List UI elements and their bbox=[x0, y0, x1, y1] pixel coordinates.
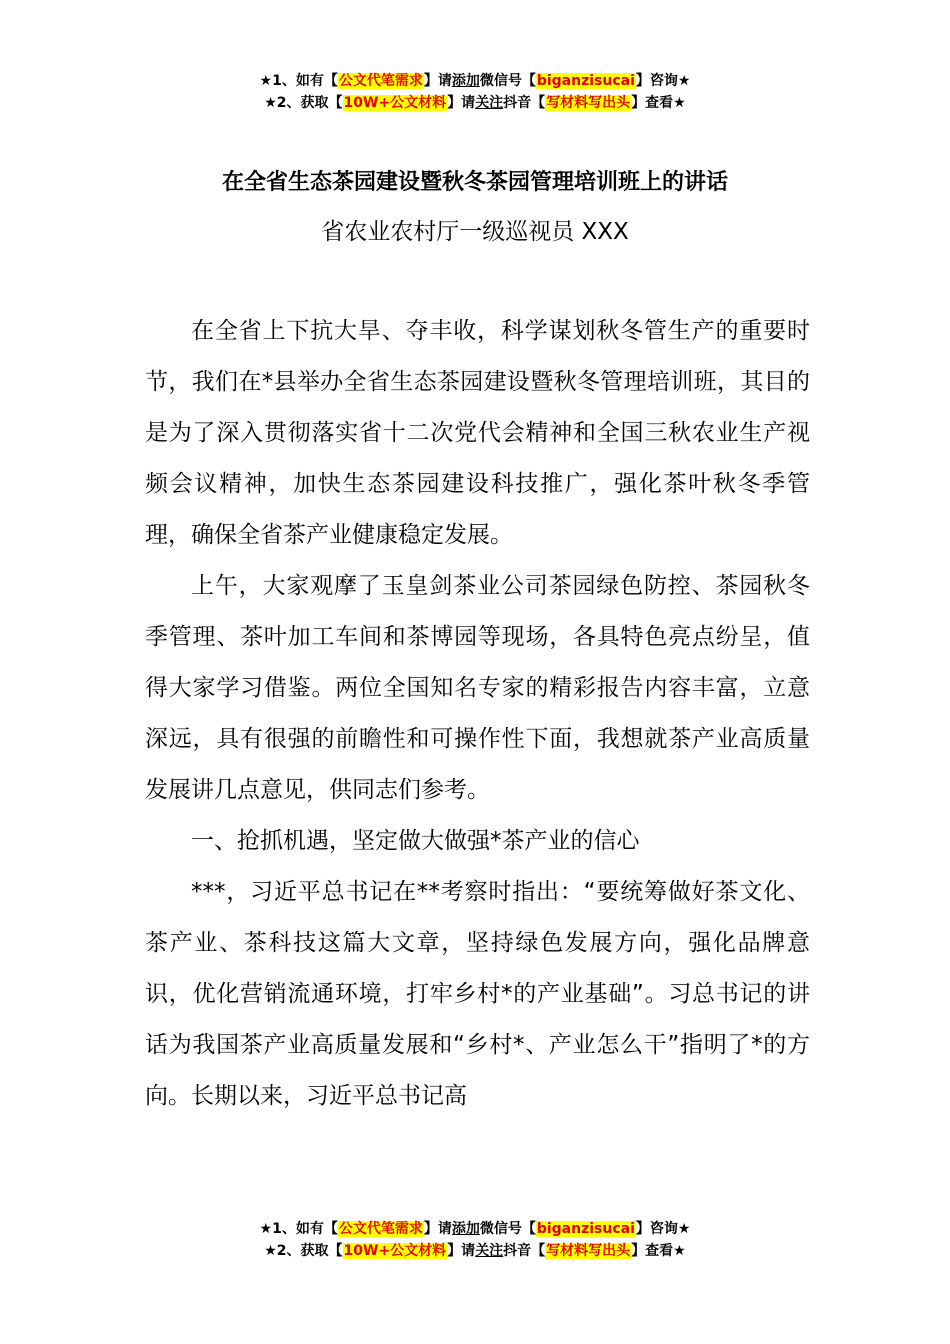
banner-underlined-text: 关注 bbox=[475, 1243, 504, 1259]
banner-text: 】查看★ bbox=[631, 1243, 686, 1259]
paragraph: ***，习近平总书记在**考察时指出：“要统筹做好茶文化、茶产业、茶科技这篇大文章，坚持绿色发展方向，强化品牌意识，优化营销流通环境，打牢乡村*的产业基础”。习总书记的讲话为我国茶产业高质量发展和“乡村*、产业怎么干”指明了*的方向。长期以来，习近平总书记高 bbox=[145, 879, 810, 1109]
banner-text: 抖音【 bbox=[503, 1243, 546, 1259]
banner-highlight: 写材料写出头 bbox=[546, 1243, 631, 1259]
banner-highlight: biganzisucai bbox=[536, 1221, 635, 1237]
banner-text: 】咨询★ bbox=[635, 1221, 691, 1237]
banner-text: 】请 bbox=[447, 1243, 476, 1259]
banner-highlight: 公文代笔需求 bbox=[338, 1221, 423, 1237]
banner-text: 】咨询★ bbox=[635, 73, 691, 89]
footer-banner bbox=[0, 1218, 950, 1262]
document-body bbox=[145, 306, 810, 1122]
banner-line-2 bbox=[0, 1240, 950, 1262]
banner-underlined-text: 关注 bbox=[475, 95, 504, 111]
banner-text: 微信号【 bbox=[479, 1221, 536, 1237]
banner-underlined-text: 添加 bbox=[451, 73, 480, 89]
banner-text: 】请 bbox=[423, 73, 452, 89]
header-banner bbox=[0, 70, 950, 114]
banner-line-1 bbox=[0, 70, 950, 92]
banner-text: ★1、如有【 bbox=[259, 1221, 338, 1237]
banner-underlined-text: 添加 bbox=[451, 1221, 480, 1237]
banner-line-2 bbox=[0, 92, 950, 114]
banner-text: ★2、获取【 bbox=[264, 1243, 343, 1259]
banner-text: ★1、如有【 bbox=[259, 73, 338, 89]
document-speaker: 省农业农村厅一级巡视员 XXX bbox=[321, 219, 629, 245]
document-title: 在全省生态茶园建设暨秋冬茶园管理培训班上的讲话 bbox=[221, 170, 728, 195]
section-heading: 一、抢抓机遇，坚定做大做强*茶产业的信心 bbox=[191, 828, 640, 854]
banner-highlight: biganzisucai bbox=[536, 73, 635, 89]
paragraph: 上午，大家观摩了玉皇剑茶业公司茶园绿色防控、茶园秋冬季管理、茶叶加工车间和茶博园等现场，各具特色亮点纷呈，值得大家学习借鉴。两位全国知名专家的精彩报告内容丰富，立意深远，具有很强的前瞻性和可操作性下面，我想就茶产业高质量发展讲几点意见，供同志们参考。 bbox=[145, 573, 810, 803]
banner-highlight: 10W+公文材料 bbox=[343, 95, 447, 111]
banner-highlight: 写材料写出头 bbox=[546, 95, 631, 111]
banner-highlight: 10W+公文材料 bbox=[343, 1243, 447, 1259]
banner-text: 抖音【 bbox=[503, 95, 546, 111]
banner-highlight: 公文代笔需求 bbox=[338, 73, 423, 89]
banner-line-1 bbox=[0, 1218, 950, 1240]
banner-text: ★2、获取【 bbox=[264, 95, 343, 111]
banner-text: 】请 bbox=[423, 1221, 452, 1237]
banner-text: 微信号【 bbox=[479, 73, 536, 89]
banner-text: 】查看★ bbox=[631, 95, 686, 111]
paragraph: 在全省上下抗大旱、夺丰收，科学谋划秋冬管生产的重要时节，我们在*县举办全省生态茶园建设暨秋冬管理培训班，其目的是为了深入贯彻落实省十二次党代会精神和全国三秋农业生产视频会议精神，加快生态茶园建设科技推广，强化茶叶秋冬季管理，确保全省茶产业健康稳定发展。 bbox=[145, 318, 810, 548]
banner-text: 】请 bbox=[447, 95, 476, 111]
